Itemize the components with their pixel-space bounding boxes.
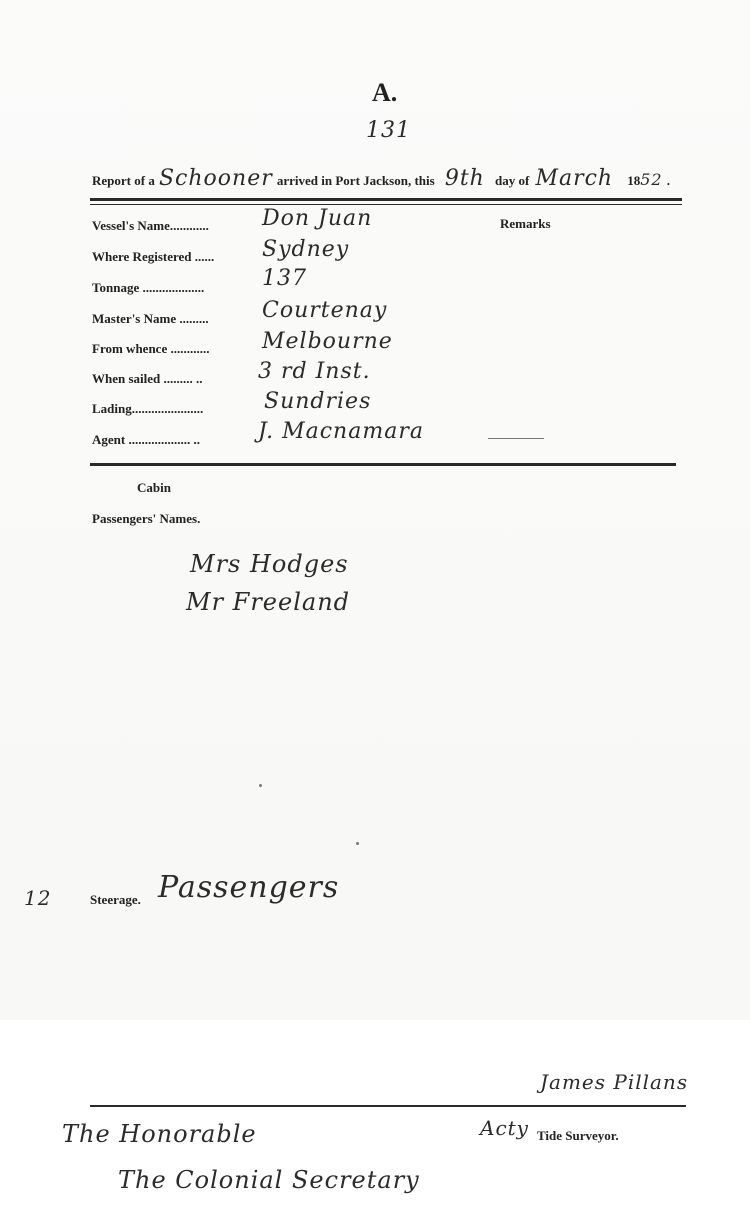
passenger-2: Mr Freeland	[186, 588, 351, 616]
surveyor-signature: James Pillans	[540, 1070, 689, 1094]
addressee-line-2: The Colonial Secretary	[118, 1166, 420, 1194]
field-label-from-whence: From whence ............	[92, 341, 210, 356]
report-year-prefix: 18	[627, 173, 641, 188]
fields-bottom-rule	[90, 463, 676, 466]
cabin-label: Cabin	[137, 480, 171, 495]
field-label-vessel-name: Vessel's Name............	[92, 218, 209, 233]
report-year-suffix: 52	[640, 170, 663, 189]
steerage-value: Passengers	[158, 870, 340, 905]
field-value-when-sailed: 3 rd Inst.	[258, 359, 371, 384]
agent-trailing-dash	[488, 438, 544, 439]
signature-rule	[90, 1105, 686, 1107]
passengers-names-label: Passengers' Names.	[92, 511, 201, 526]
field-value-masters-name: Courtenay	[262, 298, 388, 323]
tide-surveyor-title: Tide Surveyor.	[537, 1128, 619, 1143]
field-value-tonnage: 137	[262, 266, 307, 291]
report-day: 9th	[444, 166, 485, 191]
field-value-from-whence: Melbourne	[262, 329, 393, 354]
field-label-masters-name: Master's Name .........	[92, 311, 209, 326]
paper-speck	[259, 784, 262, 787]
field-label-agent: Agent ................... ..	[92, 432, 200, 447]
steerage-label: Steerage.	[90, 892, 141, 907]
field-label-when-sailed: When sailed ......... ..	[92, 371, 203, 386]
report-prefix: Report of a	[92, 173, 155, 188]
header-rule	[90, 198, 682, 201]
field-value-vessel-name: Don Juan	[262, 206, 373, 231]
report-arrived-text: arrived in Port Jackson, this	[276, 173, 435, 188]
field-value-lading: Sundries	[264, 389, 372, 414]
field-value-where-registered: Sydney	[262, 237, 350, 262]
report-day-of: day of	[494, 173, 530, 188]
vessel-type: Schooner	[158, 166, 273, 191]
passenger-1: Mrs Hodges	[190, 550, 349, 578]
form-number: 131	[366, 118, 411, 143]
report-month: March	[535, 166, 614, 191]
field-label-tonnage: Tonnage ...................	[92, 280, 205, 295]
acting-mark: Acty	[480, 1116, 529, 1140]
field-value-agent: J. Macnamara	[258, 419, 424, 444]
addressee-line-1: The Honorable	[62, 1120, 257, 1148]
field-label-lading: Lading......................	[92, 401, 204, 416]
remarks-label: Remarks	[500, 216, 551, 231]
report-period: .	[666, 173, 670, 188]
paper-speck	[356, 842, 359, 845]
field-label-where-registered: Where Registered ......	[92, 249, 215, 264]
header-rule-thin	[90, 204, 682, 205]
report-line	[92, 166, 670, 191]
form-letter: A.	[372, 78, 398, 107]
steerage-count: 12	[24, 886, 52, 910]
